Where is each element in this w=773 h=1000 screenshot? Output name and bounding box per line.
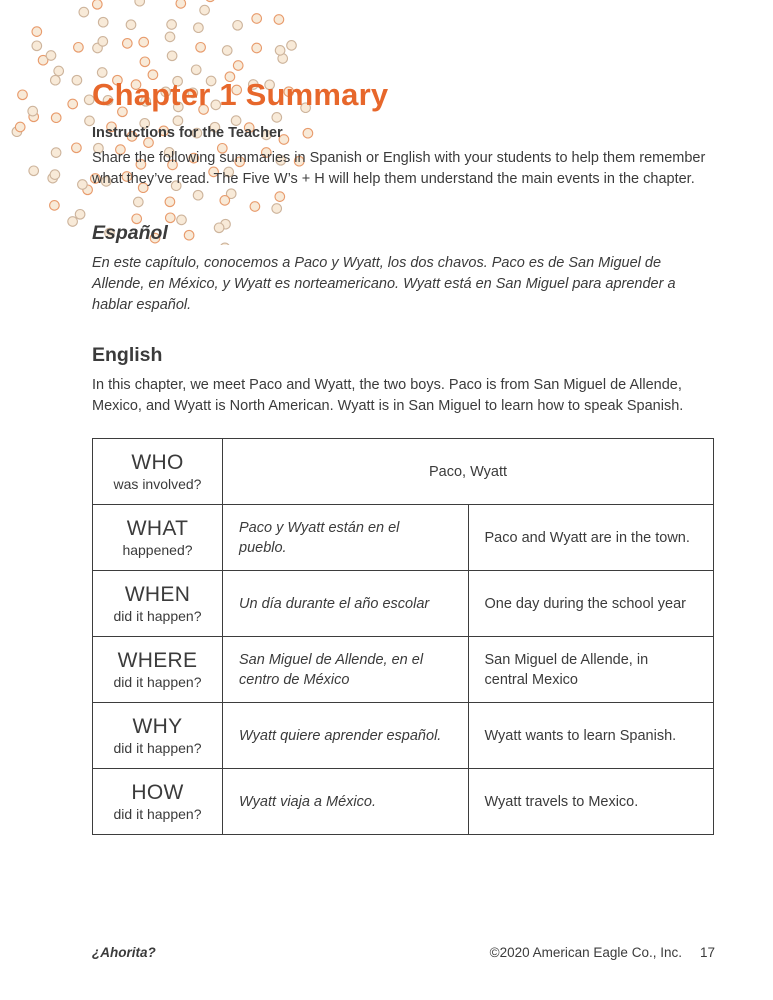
table-row-where <box>93 637 714 703</box>
table-row-who <box>93 439 714 505</box>
question-cell-who <box>93 439 223 505</box>
spanish-section-heading: Español <box>92 222 168 244</box>
question-word: WHO <box>131 450 184 474</box>
english-section-heading: English <box>92 344 163 366</box>
question-cell-when <box>93 571 223 637</box>
english-answer-cell: Wyatt wants to learn Spanish. <box>468 703 714 769</box>
table-row-how <box>93 769 714 835</box>
question-word: WHAT <box>126 516 189 540</box>
page-title: Chapter 1 Summary <box>92 77 389 112</box>
footer-book-title: ¿Ahorita? <box>92 945 156 960</box>
spanish-answer-cell: Wyatt quiere aprender español. <box>223 703 469 769</box>
english-answer-cell: Wyatt travels to Mexico. <box>468 769 714 835</box>
footer-copyright: ©2020 American Eagle Co., Inc. <box>489 945 682 960</box>
question-word: HOW <box>131 780 184 804</box>
question-subtext: did it happen? <box>113 739 202 756</box>
question-subtext: did it happen? <box>113 673 202 690</box>
english-summary: In this chapter, we meet Paco and Wyatt, the two boys. Paco is from San Miguel de Allende, Mexico, and Wyatt is North American. Wyatt is in San Miguel to learn how to speak Spanish. <box>92 377 684 414</box>
five-ws-table <box>92 438 714 835</box>
table-row-when <box>93 571 714 637</box>
english-answer-cell: San Miguel de Allende, in central Mexico <box>468 637 714 703</box>
question-word: WHEN <box>124 582 191 606</box>
instructions-heading: Instructions for the Teacher <box>92 125 283 141</box>
table-row-what <box>93 505 714 571</box>
instructions-body: Share the following summaries in Spanish or English with your students to help them remember what they’ve read. The Five W’s + H will help them understand the main events in the chapter. <box>92 150 706 187</box>
english-answer-cell: One day during the school year <box>468 571 714 637</box>
spanish-answer-cell: Paco y Wyatt están en el pueblo. <box>223 505 469 571</box>
question-cell-what <box>93 505 223 571</box>
question-subtext: did it happen? <box>113 607 202 624</box>
question-cell-where <box>93 637 223 703</box>
page-footer <box>92 945 715 960</box>
english-answer-cell: Paco and Wyatt are in the town. <box>468 505 714 571</box>
footer-page-number: 17 <box>699 945 715 960</box>
question-word: WHY <box>132 714 183 738</box>
question-word: WHERE <box>117 648 198 672</box>
answer-cell-who: Paco, Wyatt <box>223 439 714 505</box>
spanish-summary: En este capítulo, conocemos a Paco y Wyatt, los dos chavos. Paco es de San Miguel de Allende, en México, y Wyatt es norteamericano. Wyatt está en San Miguel para aprender a hablar español. <box>92 255 676 313</box>
question-subtext: happened? <box>122 541 193 558</box>
spanish-answer-cell: Un día durante el año escolar <box>223 571 469 637</box>
spanish-answer-cell: Wyatt viaja a México. <box>223 769 469 835</box>
question-subtext: was involved? <box>113 475 202 492</box>
question-cell-how <box>93 769 223 835</box>
question-cell-why <box>93 703 223 769</box>
spanish-answer-cell: San Miguel de Allende, en el centro de México <box>223 637 469 703</box>
table-row-why <box>93 703 714 769</box>
question-subtext: did it happen? <box>113 805 202 822</box>
